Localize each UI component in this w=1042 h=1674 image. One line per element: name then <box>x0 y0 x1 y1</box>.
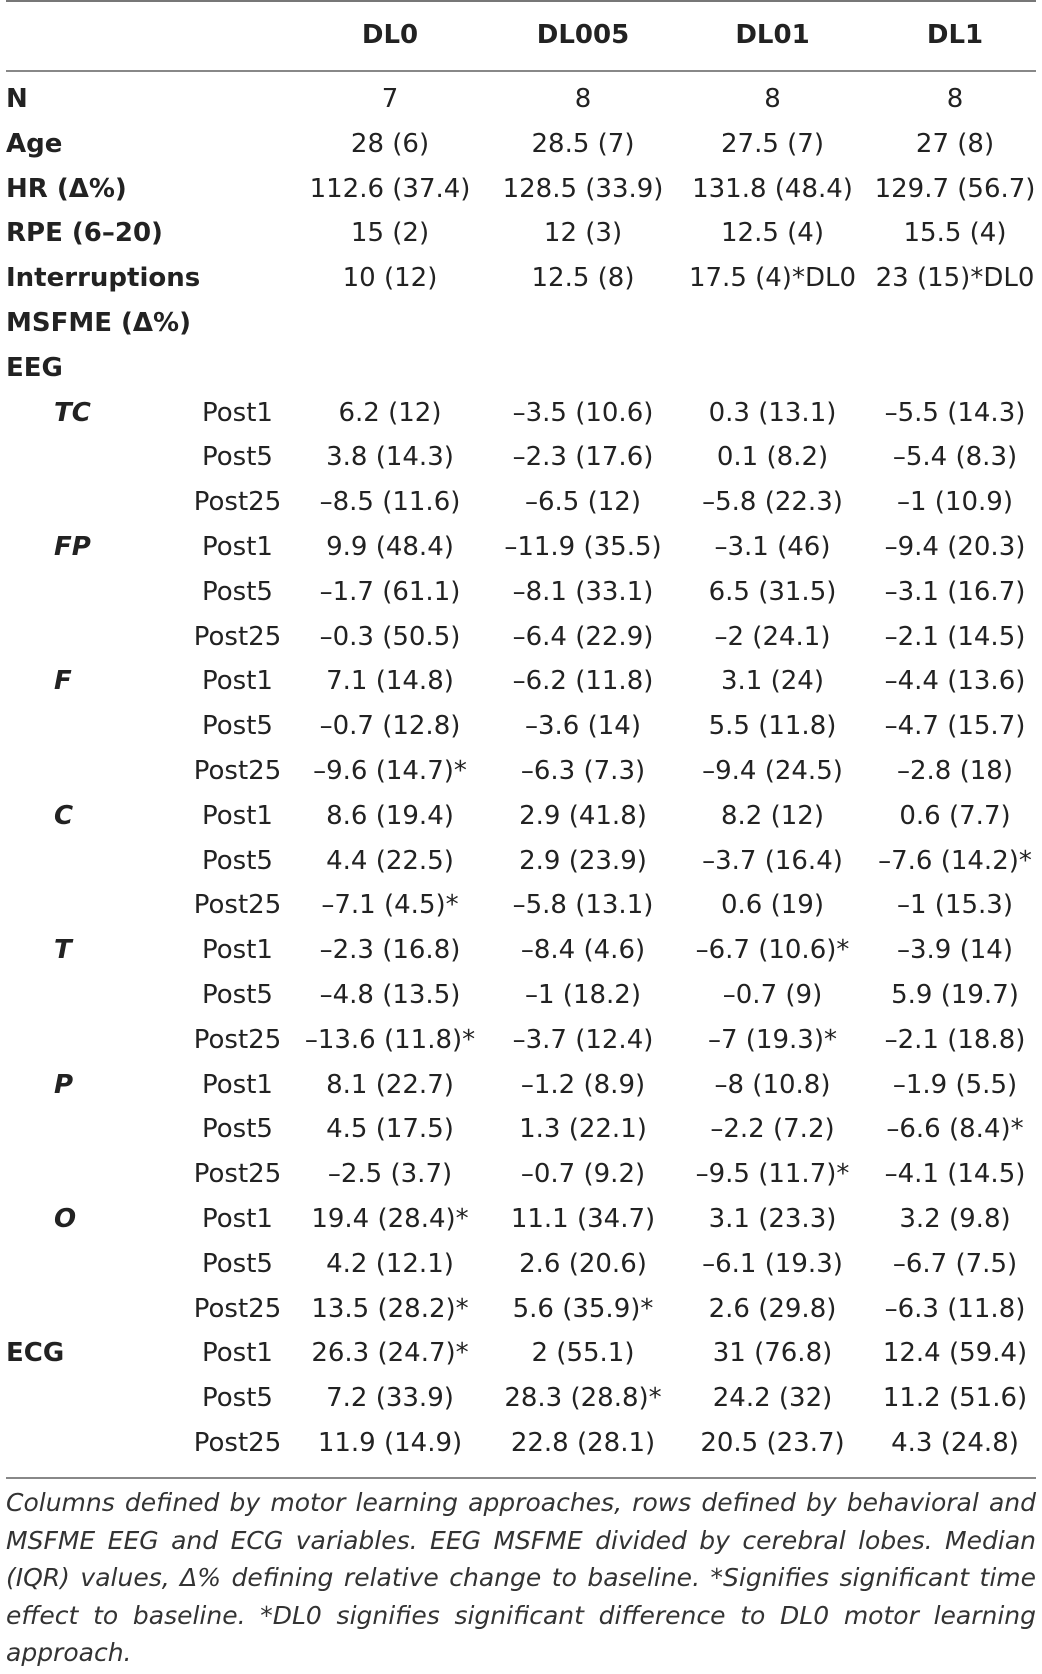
cell-dl01: –6.1 (19.3) <box>702 1248 843 1279</box>
cell-dl1: –3.9 (14) <box>897 935 1013 966</box>
cell-dl1: –9.4 (20.3) <box>884 531 1026 562</box>
timepoint-label: Post25 <box>193 1159 282 1190</box>
cell-dl1: –2.1 (18.8) <box>884 1024 1026 1055</box>
table-row <box>0 168 1042 213</box>
timepoint-label: Post25 <box>193 621 282 652</box>
cell-dl005: 2 (55.1) <box>531 1338 635 1369</box>
cell-dl0: 4.5 (17.5) <box>326 1114 454 1145</box>
timepoint-label: Post1 <box>202 666 273 697</box>
table-row <box>0 571 1042 616</box>
cell-dl0: 8.6 (19.4) <box>326 800 454 831</box>
table-row <box>0 1198 1042 1243</box>
cell-dl005: 2.6 (20.6) <box>519 1248 647 1279</box>
cell-dl005: –6.3 (7.3) <box>520 755 646 786</box>
table-row <box>0 347 1042 392</box>
table-row <box>0 884 1042 929</box>
timepoint-label: Post5 <box>202 979 273 1010</box>
cell-dl01: 131.8 (48.4) <box>692 173 853 204</box>
cell-dl0: 11.9 (14.9) <box>317 1427 463 1458</box>
cell-dl01: 31 (76.8) <box>712 1338 833 1369</box>
cell-dl005: –6.2 (11.8) <box>512 666 654 697</box>
cell-dl01: 2.6 (29.8) <box>708 1293 837 1324</box>
cell-dl005: 128.5 (33.9) <box>502 173 664 204</box>
table-row <box>0 616 1042 661</box>
cell-dl01: 8 <box>764 84 781 114</box>
cell-dl01: 17.5 (4)*DL0 <box>688 263 857 294</box>
cell-dl005: 12 (3) <box>543 218 623 249</box>
table-row <box>0 1332 1042 1377</box>
bottom-rule <box>6 1477 1036 1479</box>
timepoint-label: Post1 <box>202 397 273 428</box>
cell-dl1: 8 <box>946 84 964 114</box>
cell-dl1: –6.7 (7.5) <box>892 1248 1018 1279</box>
cell-dl01: –8 (10.8) <box>714 1069 831 1100</box>
cell-dl005: –8.1 (33.1) <box>512 576 654 607</box>
timepoint-label: Post25 <box>193 1293 282 1324</box>
timepoint-label: Post1 <box>202 1203 273 1234</box>
cell-dl005: 28.3 (28.8)* <box>504 1383 662 1414</box>
cell-dl01: –0.7 (9) <box>722 979 823 1010</box>
cell-dl0: 15 (2) <box>350 218 430 249</box>
table-row <box>0 1108 1042 1153</box>
cell-dl005: –1.2 (8.9) <box>520 1069 646 1100</box>
cell-dl01: 0.1 (8.2) <box>716 442 829 473</box>
table-row <box>0 795 1042 840</box>
cell-dl005: –2.3 (17.6) <box>512 442 654 473</box>
cell-dl01: 24.2 (32) <box>712 1383 833 1414</box>
lobe-label: F <box>54 666 72 697</box>
table-row <box>0 929 1042 974</box>
row-label: N <box>6 84 28 114</box>
table-row <box>0 974 1042 1019</box>
cell-dl0: –8.5 (11.6) <box>319 487 461 518</box>
cell-dl01: –3.1 (46) <box>714 531 831 562</box>
cell-dl01: 6.5 (31.5) <box>708 576 837 607</box>
table-header <box>0 0 1042 72</box>
table-row <box>0 660 1042 705</box>
row-label: Age <box>6 128 63 159</box>
table-footnote: Columns defined by motor learning approaches, rows defined by behavioral and MSFME EEG and ECG variables. EEG MSFME divided by cerebral lobes. Median (IQR) values, Δ% defining relative change to baseline. *Signifies significant time effect to baseline. *DL0 signifies significant difference to DL0 motor learning approach. <box>6 1488 1036 1667</box>
timepoint-label: Post5 <box>202 711 273 742</box>
cell-dl1: –4.4 (13.6) <box>884 666 1026 697</box>
cell-dl005: –1 (18.2) <box>525 979 641 1010</box>
cell-dl01: 5.5 (11.8) <box>708 711 837 742</box>
table-row <box>0 1288 1042 1333</box>
table-row <box>0 840 1042 885</box>
cell-dl005: –6.4 (22.9) <box>512 621 654 652</box>
timepoint-label: Post1 <box>202 935 273 966</box>
cell-dl0: 7.2 (33.9) <box>326 1383 454 1414</box>
table-row <box>0 705 1042 750</box>
timepoint-label: Post5 <box>202 1248 273 1279</box>
cell-dl01: –6.7 (10.6)* <box>695 935 850 966</box>
cell-dl005: –3.5 (10.6) <box>512 397 654 428</box>
cell-dl005: –11.9 (35.5) <box>504 531 662 562</box>
cell-dl01: –5.8 (22.3) <box>702 487 843 518</box>
cell-dl1: 27 (8) <box>915 128 995 159</box>
row-label: RPE (6–20) <box>6 218 163 249</box>
cell-dl0: –9.6 (14.7)* <box>313 755 467 786</box>
lobe-label: FP <box>54 531 91 562</box>
cell-dl0: –7.1 (4.5)* <box>321 890 459 921</box>
table-body <box>0 78 1042 1467</box>
cell-dl1: –1.9 (5.5) <box>892 1069 1018 1100</box>
cell-dl1: –1 (15.3) <box>897 890 1013 921</box>
cell-dl1: –4.7 (15.7) <box>884 711 1026 742</box>
cell-dl0: –13.6 (11.8)* <box>304 1024 476 1055</box>
timepoint-label: Post5 <box>202 442 273 473</box>
row-label: ECG <box>6 1338 65 1369</box>
column-header-dl0: DL0 <box>361 20 419 50</box>
cell-dl0: 112.6 (37.4) <box>309 173 471 204</box>
cell-dl1: –5.4 (8.3) <box>892 442 1018 473</box>
cell-dl005: 12.5 (8) <box>531 263 635 294</box>
cell-dl1: –2.1 (14.5) <box>884 621 1026 652</box>
cell-dl005: 28.5 (7) <box>531 128 635 159</box>
table-row <box>0 212 1042 257</box>
lobe-label: C <box>54 800 74 831</box>
cell-dl01: –2 (24.1) <box>714 621 831 652</box>
cell-dl005: 22.8 (28.1) <box>510 1427 656 1458</box>
cell-dl0: –0.7 (12.8) <box>319 711 461 742</box>
lobe-label: P <box>54 1069 74 1100</box>
cell-dl1: 23 (15)*DL0 <box>875 263 1035 294</box>
cell-dl005: –0.7 (9.2) <box>520 1159 646 1190</box>
cell-dl0: 4.2 (12.1) <box>326 1248 454 1279</box>
cell-dl0: 8.1 (22.7) <box>326 1069 454 1100</box>
timepoint-label: Post5 <box>202 1383 273 1414</box>
cell-dl1: –4.1 (14.5) <box>884 1159 1026 1190</box>
cell-dl005: 11.1 (34.7) <box>510 1203 656 1234</box>
column-header-dl005: DL005 <box>536 20 630 50</box>
cell-dl0: 7 <box>381 84 399 114</box>
cell-dl01: 0.3 (13.1) <box>708 397 837 428</box>
cell-dl1: 12.4 (59.4) <box>882 1338 1028 1369</box>
cell-dl01: –9.4 (24.5) <box>702 755 843 786</box>
lobe-label: TC <box>54 397 91 428</box>
timepoint-label: Post1 <box>202 1069 273 1100</box>
table-row <box>0 1243 1042 1288</box>
table-row <box>0 123 1042 168</box>
cell-dl1: –3.1 (16.7) <box>884 576 1026 607</box>
table-row <box>0 257 1042 302</box>
row-label: EEG <box>6 352 63 383</box>
column-header-dl01: DL01 <box>735 20 810 50</box>
cell-dl1: 4.3 (24.8) <box>891 1427 1019 1458</box>
timepoint-label: Post25 <box>193 1024 282 1055</box>
table-row <box>0 750 1042 795</box>
cell-dl005: –6.5 (12) <box>525 487 641 518</box>
table-row <box>0 481 1042 526</box>
cell-dl1: –1 (10.9) <box>897 487 1013 518</box>
cell-dl005: –3.6 (14) <box>525 711 641 742</box>
cell-dl005: 5.6 (35.9)* <box>512 1293 654 1324</box>
cell-dl01: 3.1 (24) <box>721 666 824 697</box>
table-row <box>0 1377 1042 1422</box>
cell-dl005: –3.7 (12.4) <box>512 1024 654 1055</box>
cell-dl0: 9.9 (48.4) <box>326 531 454 562</box>
timepoint-label: Post5 <box>202 576 273 607</box>
cell-dl01: 0.6 (19) <box>721 890 824 921</box>
cell-dl0: –0.3 (50.5) <box>319 621 461 652</box>
cell-dl0: –4.8 (13.5) <box>319 979 461 1010</box>
cell-dl1: 0.6 (7.7) <box>899 800 1011 831</box>
table-row <box>0 302 1042 347</box>
row-label: Interruptions <box>6 263 201 294</box>
cell-dl0: –2.5 (3.7) <box>327 1159 453 1190</box>
cell-dl01: –9.5 (11.7)* <box>695 1159 850 1190</box>
cell-dl005: 2.9 (23.9) <box>519 845 647 876</box>
cell-dl005: 2.9 (41.8) <box>519 800 647 831</box>
timepoint-label: Post5 <box>202 845 273 876</box>
cell-dl0: 3.8 (14.3) <box>326 442 454 473</box>
lobe-label: O <box>54 1203 77 1234</box>
cell-dl1: 5.9 (19.7) <box>891 979 1019 1010</box>
cell-dl0: –2.3 (16.8) <box>319 935 461 966</box>
timepoint-label: Post25 <box>193 1427 282 1458</box>
timepoint-label: Post1 <box>202 1338 273 1369</box>
cell-dl005: –8.4 (4.6) <box>520 935 646 966</box>
table-row <box>0 526 1042 571</box>
table-row <box>0 78 1042 123</box>
timepoint-label: Post25 <box>193 755 282 786</box>
cell-dl0: 19.4 (28.4)* <box>311 1203 469 1234</box>
cell-dl0: 7.1 (14.8) <box>326 666 454 697</box>
cell-dl0: 28 (6) <box>350 128 430 159</box>
cell-dl0: 4.4 (22.5) <box>326 845 454 876</box>
cell-dl005: 1.3 (22.1) <box>519 1114 647 1145</box>
cell-dl01: 20.5 (23.7) <box>700 1427 845 1458</box>
cell-dl01: –3.7 (16.4) <box>702 845 843 876</box>
cell-dl1: –7.6 (14.2)* <box>878 845 1032 876</box>
cell-dl01: 12.5 (4) <box>721 218 824 249</box>
timepoint-label: Post25 <box>193 890 282 921</box>
cell-dl1: 129.7 (56.7) <box>874 173 1036 204</box>
row-label: HR (Δ%) <box>6 173 127 204</box>
cell-dl0: –1.7 (61.1) <box>319 576 461 607</box>
cell-dl0: 6.2 (12) <box>338 397 442 428</box>
table-row <box>0 1019 1042 1064</box>
cell-dl01: 3.1 (23.3) <box>708 1203 837 1234</box>
table-row <box>0 1153 1042 1198</box>
cell-dl1: –5.5 (14.3) <box>884 397 1026 428</box>
lobe-label: T <box>54 935 72 966</box>
cell-dl01: 27.5 (7) <box>721 128 824 159</box>
cell-dl0: 26.3 (24.7)* <box>311 1338 469 1369</box>
cell-dl1: 3.2 (9.8) <box>899 1203 1011 1234</box>
table-row <box>0 1422 1042 1467</box>
timepoint-label: Post1 <box>202 800 273 831</box>
cell-dl01: –7 (19.3)* <box>708 1024 837 1055</box>
cell-dl005: 8 <box>574 84 592 114</box>
cell-dl005: –5.8 (13.1) <box>512 890 654 921</box>
timepoint-label: Post25 <box>193 487 282 518</box>
table-row <box>0 392 1042 437</box>
timepoint-label: Post5 <box>202 1114 273 1145</box>
cell-dl1: –2.8 (18) <box>897 755 1013 786</box>
row-label: MSFME (Δ%) <box>6 307 191 338</box>
cell-dl01: 8.2 (12) <box>721 800 824 831</box>
table-row <box>0 436 1042 481</box>
cell-dl1: –6.6 (8.4)* <box>886 1114 1024 1145</box>
column-header-dl1: DL1 <box>926 20 984 50</box>
cell-dl1: 15.5 (4) <box>903 218 1007 249</box>
header-rule <box>6 70 1036 72</box>
cell-dl0: 10 (12) <box>342 263 438 294</box>
cell-dl0: 13.5 (28.2)* <box>311 1293 469 1324</box>
cell-dl1: 11.2 (51.6) <box>882 1383 1028 1414</box>
cell-dl1: –6.3 (11.8) <box>884 1293 1026 1324</box>
timepoint-label: Post1 <box>202 531 273 562</box>
table-row <box>0 1064 1042 1109</box>
cell-dl01: –2.2 (7.2) <box>710 1114 835 1145</box>
